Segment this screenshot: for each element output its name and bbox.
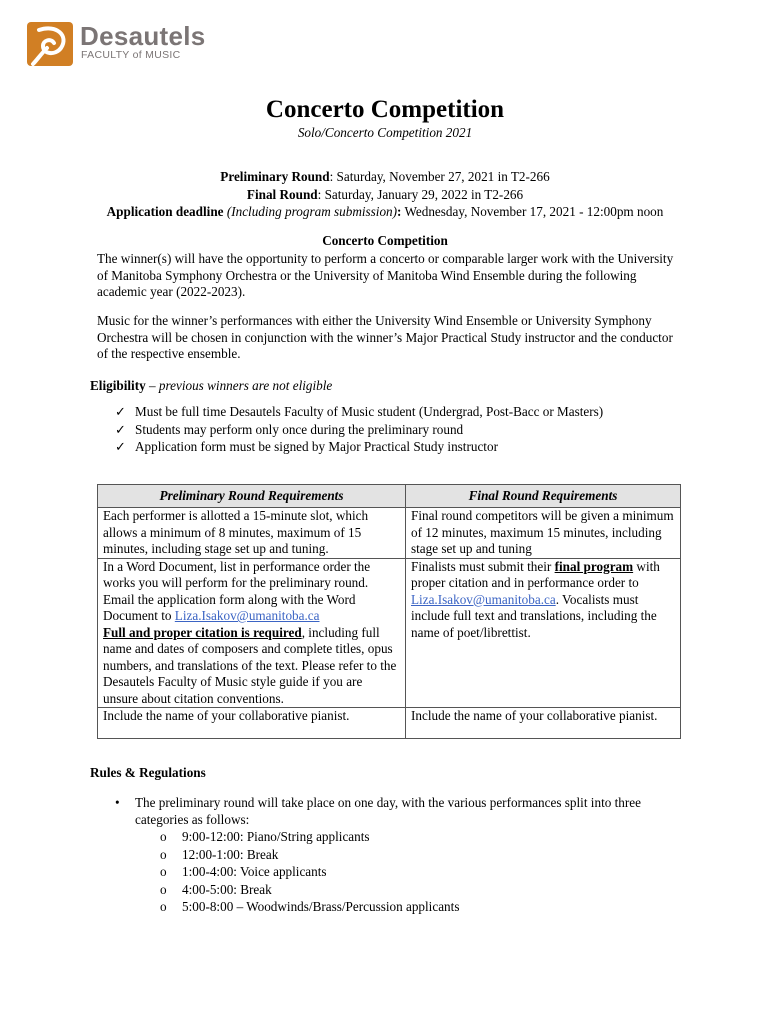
list-item-text: 9:00-12:00: Piano/String applicants [182,829,370,844]
list-item-text: Application form must be signed by Major Practical Study instructor [135,439,498,454]
final-doc-intro: Finalists must submit their [411,558,555,574]
final-requirements-header: Final Round Requirements [406,485,681,508]
list-item [160,882,459,899]
list-item [160,847,459,864]
prelim-doc-intro: In a Word Document, list in performance order the works you will perform for the preliminary round. Email the application form along with the Word Document to [103,558,371,623]
prelim-time-cell: Each performer is allotted a 15-minute slot, which allows a minimum of 8 minutes, maximum of 15 minutes, including stage set up and tuning. [98,508,406,559]
logo-emblem [27,22,73,66]
table-header-row [98,485,681,508]
list-item-text: Students may perform only once during the preliminary round [135,421,464,437]
deadline-line [0,204,770,221]
deadline-label: Application deadline [106,204,224,219]
requirements-table [97,484,681,739]
bullet-icon: • [115,795,120,810]
rules-heading: Rules & Regulations [90,765,206,780]
preliminary-round-label: Preliminary Round [220,169,330,184]
deadline-text: Wednesday, November 17, 2021 - 12:00pm noon [401,204,664,219]
prelim-pianist-cell: Include the name of your collaborative pianist. [98,708,406,739]
final-document-cell [406,558,681,708]
sub-bullet-icon: o [160,899,167,914]
logo-subtitle: FACULTY of MUSIC [81,49,181,61]
final-doc-rest: . Vocalists must include full text and translations, including the name of poet/librettist. [411,591,657,640]
paragraph-2: Music for the winner’s performances with either the University Wind Ensemble or University Symphony Orchestra will be chosen in conjunction with the winner’s Major Practical Study instructor and the conductor of the respective ensemble. [97,313,673,361]
paragraph-1: The winner(s) will have the opportunity to perform a concerto or comparable larger work with the University of Manitoba Symphony Orchestra or the University of Manitoba Wind Ensemble during the following academic year (2022-2023). [97,251,674,299]
section-heading: Concerto Competition [322,233,448,248]
sub-bullet-icon: o [160,829,167,844]
deadline-colon: : [397,204,402,219]
final-round-line [0,187,770,204]
list-item [115,439,715,456]
table-row [98,508,681,559]
preliminary-round-text: : Saturday, November 27, 2021 in T2-266 [329,169,550,184]
eligibility-label: Eligibility [90,378,146,393]
eligibility-line [90,378,332,395]
list-item [160,864,459,881]
list-item-text: 1:00-4:00: Voice applicants [182,864,327,879]
logo-name: Desautels [80,21,206,51]
table-row [98,708,681,739]
page-subtitle: Solo/Concerto Competition 2021 [297,125,473,140]
list-item-text: 12:00-1:00: Break [182,846,279,862]
preliminary-requirements-header: Preliminary Round Requirements [98,485,406,508]
logo-emblem-icon [27,22,73,66]
check-icon: ✓ [115,439,127,454]
page-title: Concerto Competition [265,96,505,123]
sub-bullet-icon: o [160,881,167,897]
final-doc-mid: with proper citation and in performance order to [411,558,660,590]
final-round-text: : Saturday, January 29, 2022 in T2-266 [317,187,524,202]
sub-bullet-icon: o [160,846,167,862]
check-icon: ✓ [115,404,127,419]
list-item-text: 4:00-5:00: Break [182,881,272,897]
final-program-text: final program [554,558,634,574]
sub-bullet-icon: o [160,864,167,879]
email-link[interactable]: Liza.Isakov@umanitoba.ca [411,591,556,607]
list-item [115,404,715,421]
prelim-doc-rest: , including full name and dates of composers and complete titles, opus numbers, and translations of the text. Please refer to the Desautels Faculty of Music style guide if you are unsure about citation conventions. [103,624,397,706]
schedule-list [160,829,459,916]
rules-item-text: The preliminary round will take place on one day, with the various performances split into three categories as follows: [135,795,641,827]
final-round-label: Final Round [246,187,318,202]
final-pianist-cell: Include the name of your collaborative pianist. [406,708,681,739]
citation-required-text: Full and proper citation is required [103,624,302,640]
list-item-text: 5:00-8:00 – Woodwinds/Brass/Percussion applicants [182,899,460,914]
list-item [160,829,459,846]
eligibility-note: – previous winners are not eligible [145,378,333,393]
email-link[interactable]: Liza.Isakov@umanitoba.ca [174,608,320,623]
check-icon: ✓ [115,421,127,437]
eligibility-list [115,404,715,456]
deadline-note: (Including program submission) [223,204,398,219]
list-item-text: Must be full time Desautels Faculty of Music student (Undergrad, Post-Bacc or Masters) [135,404,604,419]
table-row [98,558,681,708]
prelim-document-cell [98,558,406,708]
list-item [115,422,715,439]
final-time-cell: Final round competitors will be given a minimum of 12 minutes, maximum 15 minutes, including stage set up and tuning [406,508,681,559]
preliminary-round-line [0,169,770,186]
list-item [160,899,459,916]
